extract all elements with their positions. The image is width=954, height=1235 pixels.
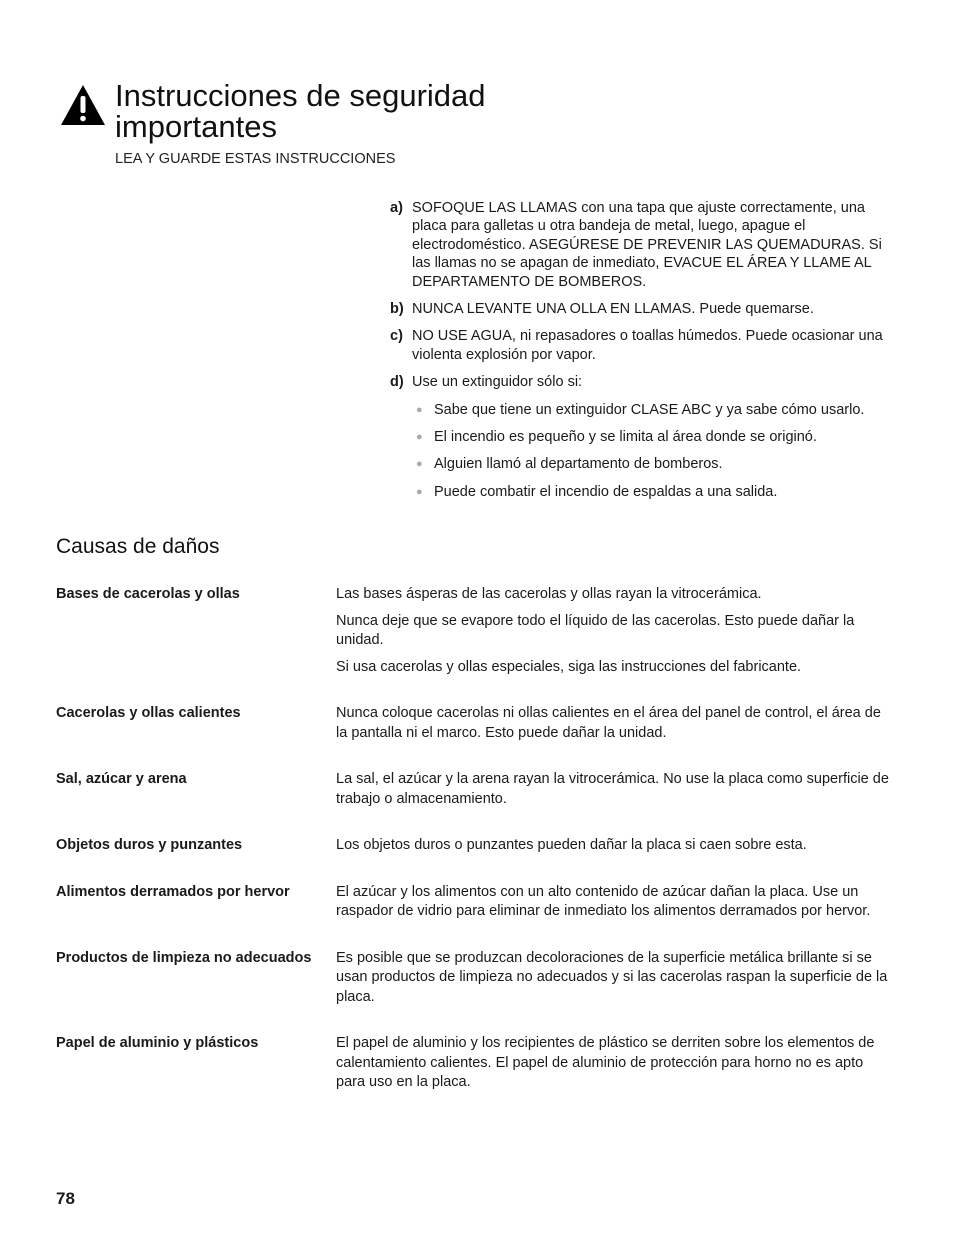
instruction-letter: b)	[390, 301, 404, 318]
condition-text: El incendio es pequeño y se limita al área donde se originó.	[434, 429, 817, 446]
cause-row	[56, 883, 896, 929]
fire-instruction-d	[390, 373, 900, 510]
cause-paragraph: Nunca coloque cacerolas ni ollas calientes en el área del panel de control, el área de la pantalla ni el marco. Esto puede dañar la unidad.	[336, 705, 881, 741]
cause-label: Sal, azúcar y arena	[56, 771, 187, 787]
list-item	[412, 428, 900, 446]
cause-label: Papel de aluminio y plásticos	[56, 1035, 259, 1051]
condition-text: Puede combatir el incendio de espaldas a una salida.	[434, 483, 778, 500]
fire-instruction-b	[390, 300, 900, 318]
cause-label: Bases de cacerolas y ollas	[56, 586, 240, 602]
title-line-1: Instrucciones de seguridad	[115, 78, 486, 113]
cause-row	[56, 1034, 896, 1100]
instruction-d-text: Use un extinguidor sólo si:	[412, 374, 583, 391]
instruction-letter: a)	[390, 200, 403, 216]
warning-triangle-icon	[60, 84, 106, 126]
instruction-text: NUNCA LEVANTE UNA OLLA EN LLAMAS. Puede quemarse.	[412, 301, 814, 318]
cause-description	[336, 883, 896, 929]
cause-description	[336, 1034, 896, 1100]
title-line-2: importantes	[115, 109, 277, 144]
cause-paragraph: Nunca deje que se evapore todo el líquido de las cacerolas. Esto puede dañar la unidad.	[336, 612, 855, 648]
instruction-letter: d)	[390, 374, 404, 391]
cause-description	[336, 770, 896, 816]
fire-instruction-c	[390, 327, 900, 364]
bullet-icon: ●	[416, 485, 423, 498]
bullet-icon: ●	[416, 403, 423, 416]
page-subtitle: LEA Y GUARDE ESTAS INSTRUCCIONES	[115, 151, 396, 167]
cause-paragraph: La sal, el azúcar y la arena rayan la vitrocerámica. No use la placa como superficie de trabajo o almacenamiento.	[336, 771, 889, 807]
list-item	[412, 455, 900, 473]
fire-instruction-a	[390, 199, 900, 291]
fire-instructions-list	[390, 199, 900, 519]
cause-row	[56, 585, 896, 684]
cause-paragraph: El papel de aluminio y los recipientes de plástico se derriten sobre los elementos de calentamiento calientes. El papel de aluminio de protección para horno no es apto para uso en la placa.	[336, 1035, 875, 1090]
instruction-text: SOFOQUE LAS LLAMAS con una tapa que ajuste correctamente, una placa para galletas u otra bandeja de metal, luego, apague el electrodoméstico. ASEGÚRESE DE PREVENIR LAS QUEMADURAS. Si las llamas no se apagan de inmediato, EVACUE EL ÁREA Y LLAME AL DEPARTAMENTO DE BOMBEROS.	[412, 200, 882, 290]
causes-table	[56, 585, 896, 1120]
list-item	[412, 401, 900, 419]
condition-text: Sabe que tiene un extinguidor CLASE ABC y ya sabe cómo usarlo.	[434, 401, 865, 418]
condition-text: Alguien llamó al departamento de bomberos.	[434, 456, 723, 473]
cause-row	[56, 949, 896, 1015]
bullet-icon: ●	[416, 458, 423, 471]
cause-paragraph: Si usa cacerolas y ollas especiales, siga las instrucciones del fabricante.	[336, 658, 802, 675]
cause-description	[336, 836, 896, 863]
cause-paragraph: El azúcar y los alimentos con un alto contenido de azúcar dañan la placa. Use un raspador de vidrio para eliminar de inmediato los alimentos derramados por hervor.	[336, 883, 871, 919]
cause-row	[56, 704, 896, 750]
causes-heading: Causas de daños	[56, 535, 220, 558]
cause-label: Productos de limpieza no adecuados	[56, 949, 312, 966]
cause-label: Alimentos derramados por hervor	[56, 883, 290, 900]
cause-label: Objetos duros y punzantes	[56, 837, 243, 853]
cause-description	[336, 704, 896, 750]
page-title	[115, 80, 715, 142]
bullet-icon: ●	[416, 431, 423, 444]
extinguisher-conditions-list	[412, 401, 900, 502]
cause-paragraph: Los objetos duros o punzantes pueden dañar la placa si caen sobre esta.	[336, 837, 807, 853]
cause-row	[56, 770, 896, 816]
cause-description	[336, 585, 896, 684]
cause-paragraph: Las bases ásperas de las cacerolas y ollas rayan la vitrocerámica.	[336, 586, 762, 602]
cause-label: Cacerolas y ollas calientes	[56, 705, 241, 721]
cause-description	[336, 949, 896, 1015]
instruction-letter: c)	[390, 328, 403, 345]
instruction-text: NO USE AGUA, ni repasadores o toallas húmedos. Puede ocasionar una violenta explosión por vapor.	[412, 328, 883, 363]
instruction-text	[412, 373, 900, 510]
page-number: 78	[56, 1189, 75, 1208]
list-item	[412, 483, 900, 501]
cause-paragraph: Es posible que se produzcan decoloraciones de la superficie metálica brillante si se usan productos de limpieza no adecuados y si las cacerolas raspan la superficie de la placa.	[336, 949, 888, 1005]
cause-row	[56, 836, 896, 863]
